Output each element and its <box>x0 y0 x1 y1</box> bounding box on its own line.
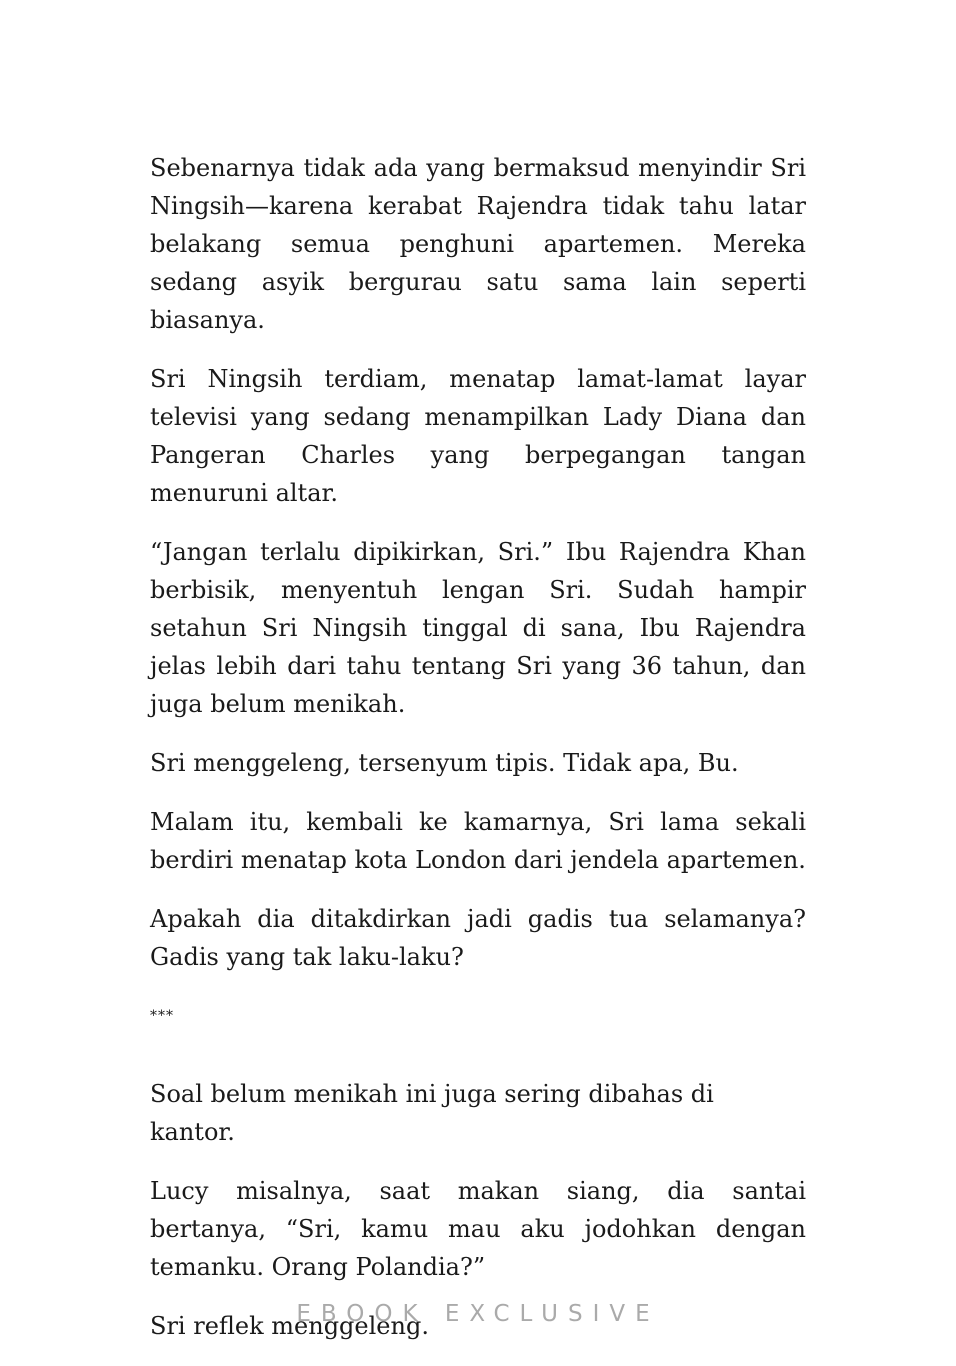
footer-label: EBOOK EXCLUSIVE <box>296 1301 660 1327</box>
paragraph-6: Apakah dia ditakdirkan jadi gadis tua selamanya? Gadis yang tak laku-laku? <box>150 905 806 971</box>
paragraph-1: Sebenarnya tidak ada yang bermaksud menyindir Sri Ningsih—karena kerabat Rajendra tidak tahu latar belakang semua penghuni apartemen. Mereka sedang asyik bergurau satu sama lain seperti biasanya. <box>150 154 806 334</box>
paragraph-9: Sri reflek menggeleng. <box>150 1312 429 1340</box>
section-separator: *** <box>150 1008 174 1024</box>
page-body <box>150 149 806 1366</box>
paragraph-7: Soal belum menikah ini juga sering dibahas di kantor. <box>150 1080 714 1146</box>
paragraph-4: Sri menggeleng, tersenyum tipis. Tidak apa, Bu. <box>150 749 739 777</box>
paragraph-3: “Jangan terlalu dipikirkan, Sri.” Ibu Rajendra Khan berbisik, menyentuh lengan Sri. Sudah hampir setahun Sri Ningsih tinggal di sana, Ibu Rajendra jelas lebih dari tahu tentang Sri yang 36 tahun, dan juga belum menikah. <box>150 538 806 718</box>
paragraph-2: Sri Ningsih terdiam, menatap lamat-lamat layar televisi yang sedang menampilkan Lady Diana dan Pangeran Charles yang berpegangan tangan menuruni altar. <box>150 365 806 507</box>
paragraph-8: Lucy misalnya, saat makan siang, dia santai bertanya, “Sri, kamu mau aku jodohkan dengan temanku. Orang Polandia?” <box>150 1177 806 1281</box>
paragraph-5: Malam itu, kembali ke kamarnya, Sri lama sekali berdiri menatap kota London dari jendela apartemen. <box>150 808 806 874</box>
